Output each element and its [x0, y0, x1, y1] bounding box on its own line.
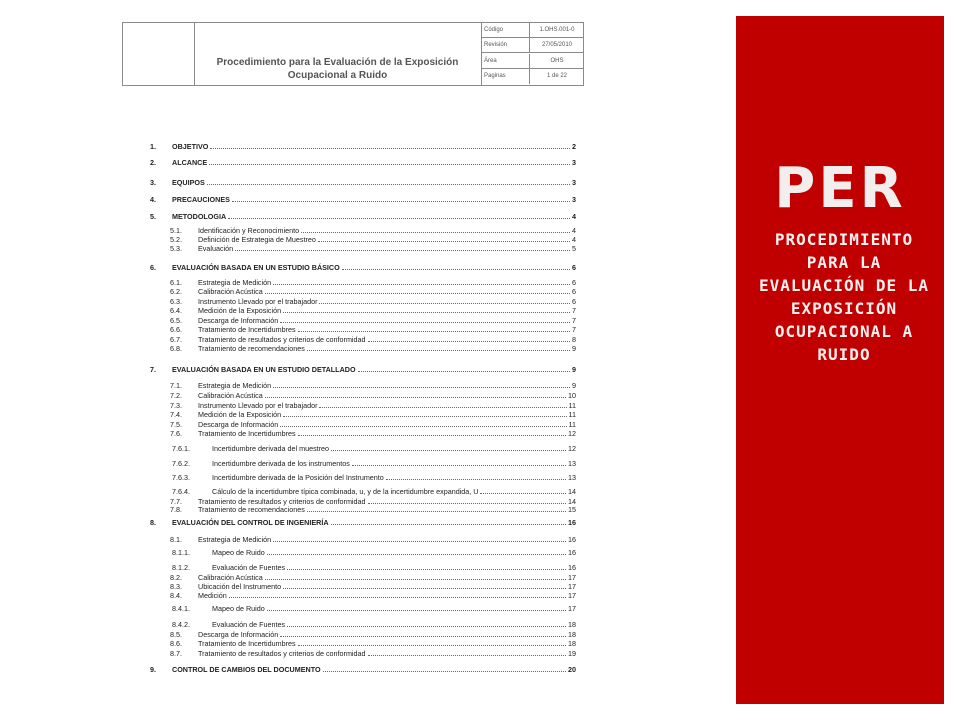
toc-entry-number: 8.4.2.	[172, 620, 190, 629]
toc-leader	[265, 579, 566, 580]
toc-entry-number: 2.	[150, 158, 156, 167]
meta-value: 1 de 22	[529, 69, 584, 84]
toc-entry-number: 8.4.	[170, 591, 182, 600]
toc-entry-title: Medición de la Exposición	[198, 410, 282, 419]
toc-entry	[150, 381, 580, 391]
toc-entry-page: 7	[572, 306, 576, 315]
toc-leader	[229, 597, 566, 598]
toc-entry-title: ALCANCE	[172, 158, 208, 167]
meta-row-pages	[481, 69, 583, 84]
toc-entry	[150, 410, 580, 420]
toc-entry-title: Calibración Acústica	[198, 573, 263, 582]
toc-entry-number: 8.2.	[170, 573, 182, 582]
toc-entry-number: 6.7.	[170, 335, 182, 344]
toc-leader	[331, 524, 566, 525]
toc-entry-page: 18	[568, 639, 576, 648]
toc-entry	[150, 665, 580, 675]
toc-entry-number: 7.6.1.	[172, 444, 190, 453]
toc-entry-page: 18	[568, 630, 576, 639]
toc-entry-page: 6	[572, 263, 576, 272]
toc-entry-title: Evaluación	[198, 244, 234, 253]
toc-entry-page: 4	[572, 226, 576, 235]
toc-entry-title: PRECAUCIONES	[172, 195, 230, 204]
toc-entry-page: 11	[568, 420, 576, 429]
toc-entry-title: Tratamiento de recomendaciones	[198, 344, 305, 353]
toc-entry-title: Definición de Estrategia de Muestreo	[198, 235, 316, 244]
toc-entry-page: 20	[568, 665, 576, 674]
toc-entry-page: 8	[572, 335, 576, 344]
toc-entry-title: Incertidumbre derivada del muestreo	[212, 444, 330, 453]
toc-entry-page: 17	[568, 604, 576, 613]
toc-entry	[150, 195, 580, 205]
toc-entry-page: 16	[568, 518, 576, 527]
toc-entry	[150, 505, 580, 515]
toc-entry-title: Incertidumbre derivada de los instrumentos	[212, 459, 350, 468]
meta-table	[481, 23, 583, 85]
toc-entry-title: Tratamiento de resultados y criterios de conformidad	[198, 497, 366, 506]
panel-acronym: PER	[774, 156, 906, 221]
toc-entry-number: 7.2.	[170, 391, 182, 400]
toc-entry-number: 7.6.4.	[172, 487, 190, 496]
toc-entry-title: Medición de la Exposición	[198, 306, 282, 315]
toc-entry-title: CONTROL DE CAMBIOS DEL DOCUMENTO	[172, 665, 321, 674]
toc-entry-number: 5.2.	[170, 235, 182, 244]
toc-leader	[228, 218, 570, 219]
panel-subtitle: PROCEDIMIENTO PARA LA EVALUACIÓN DE LA EXPOSICIÓN OCUPACIONAL A RUIDO	[758, 230, 930, 364]
toc-leader	[368, 655, 566, 656]
toc-entry-title: Descarga de Información	[198, 630, 279, 639]
toc-entry-page: 5	[572, 244, 576, 253]
meta-key: Área	[484, 58, 497, 64]
toc-entry-page: 2	[572, 142, 576, 151]
toc-leader	[298, 645, 566, 646]
toc-entry-number: 6.4.	[170, 306, 182, 315]
logo-cell	[123, 23, 195, 85]
toc-leader	[480, 493, 566, 494]
toc-entry-page: 19	[568, 649, 576, 658]
toc-entry	[150, 212, 580, 222]
toc-entry-number: 7.8.	[170, 505, 182, 514]
toc-entry-number: 7.7.	[170, 497, 182, 506]
toc-entry-page: 7	[572, 325, 576, 334]
toc-leader	[298, 435, 566, 436]
toc-entry-title: Estrategia de Medición	[198, 381, 272, 390]
toc-entry-title: Tratamiento de resultados y criterios de conformidad	[198, 649, 366, 658]
toc-leader	[386, 479, 566, 480]
toc-leader	[280, 426, 567, 427]
toc-entry-title: METODOLOGIA	[172, 212, 227, 221]
toc-entry-title: Estrategia de Medición	[198, 535, 272, 544]
document-title	[194, 56, 481, 82]
toc-leader	[368, 503, 566, 504]
toc-entry-number: 6.	[150, 263, 156, 272]
toc-entry	[150, 325, 580, 335]
toc-entry-number: 8.5.	[170, 630, 182, 639]
toc-entry-number: 6.3.	[170, 297, 182, 306]
toc-entry-title: Mapeo de Ruido	[212, 548, 265, 557]
toc-entry-number: 8.	[150, 518, 156, 527]
toc-entry-page: 6	[572, 297, 576, 306]
meta-value: 27/05/2010	[529, 38, 584, 53]
toc-entry-number: 8.6.	[170, 639, 182, 648]
toc-entry	[150, 639, 580, 649]
toc-entry	[150, 429, 580, 439]
toc-entry-page: 13	[568, 473, 576, 482]
toc-entry-number: 7.3.	[170, 401, 182, 410]
toc-entry-title: Medición	[198, 591, 227, 600]
toc-entry-title: Tratamiento de Incertidumbres	[198, 325, 296, 334]
toc-entry-number: 8.1.1.	[172, 548, 190, 557]
toc-entry-page: 7	[572, 316, 576, 325]
toc-entry-page: 15	[568, 505, 576, 514]
toc-entry-number: 7.6.	[170, 429, 182, 438]
toc-entry-page: 3	[572, 195, 576, 204]
toc-entry	[150, 178, 580, 188]
toc-entry-title: OBJETIVO	[172, 142, 209, 151]
toc-leader	[273, 284, 570, 285]
toc-entry-page: 11	[568, 410, 576, 419]
toc-entry-page: 4	[572, 212, 576, 221]
toc-leader	[307, 350, 570, 351]
toc-entry-number: 8.7.	[170, 649, 182, 658]
toc-leader	[273, 387, 570, 388]
toc-entry-title: EVALUACIÓN BASADA EN UN ESTUDIO BÁSICO	[172, 263, 340, 272]
toc-entry-title: Evaluación de Fuentes	[212, 620, 286, 629]
toc-entry-page: 14	[568, 487, 576, 496]
toc-entry	[150, 263, 580, 273]
toc-entry-title: Tratamiento de recomendaciones	[198, 505, 305, 514]
toc-entry	[150, 459, 580, 469]
toc-leader	[283, 588, 566, 589]
toc-leader	[265, 397, 566, 398]
toc-entry	[150, 620, 580, 630]
toc-entry-page: 4	[572, 235, 576, 244]
toc-leader	[358, 371, 570, 372]
toc-entry	[150, 548, 580, 558]
title-line-2: Ocupacional a Ruido	[287, 70, 388, 81]
toc-leader	[210, 148, 570, 149]
toc-entry-page: 11	[568, 401, 576, 410]
meta-row-revision	[481, 38, 583, 53]
toc-entry-title: Calibración Acústica	[198, 391, 263, 400]
title-panel	[736, 16, 944, 704]
toc-entry	[150, 391, 580, 401]
title-line-1: Procedimiento para la Evaluación de la Exposición	[216, 57, 459, 68]
toc-entry-number: 7.5.	[170, 420, 182, 429]
toc-leader	[280, 636, 566, 637]
toc-entry-page: 13	[568, 459, 576, 468]
toc-entry-page: 9	[572, 381, 576, 390]
toc-entry-number: 5.1.	[170, 226, 182, 235]
toc-leader	[298, 331, 570, 332]
toc-entry	[150, 287, 580, 297]
toc-entry-number: 6.2.	[170, 287, 182, 296]
toc-entry-number: 6.6.	[170, 325, 182, 334]
toc-entry	[150, 604, 580, 614]
toc-entry-page: 9	[572, 365, 576, 374]
toc-entry-title: Descarga de Información	[198, 420, 279, 429]
toc-entry-number: 6.8.	[170, 344, 182, 353]
toc-entry-number: 7.6.3.	[172, 473, 190, 482]
toc-entry	[150, 649, 580, 659]
toc-leader	[307, 511, 566, 512]
toc-entry-page: 17	[568, 591, 576, 600]
toc-leader	[283, 312, 570, 313]
toc-entry	[150, 444, 580, 454]
toc-entry-title: Tratamiento de Incertidumbres	[198, 639, 296, 648]
toc-entry-page: 12	[568, 444, 576, 453]
toc-entry-title: Calibración Acústica	[198, 287, 263, 296]
toc-leader	[265, 293, 570, 294]
toc-leader	[207, 184, 570, 185]
toc-entry	[150, 518, 580, 528]
meta-key: Código	[484, 27, 504, 33]
title-cell	[194, 23, 482, 85]
toc-entry-title: Tratamiento de resultados y criterios de conformidad	[198, 335, 366, 344]
toc-entry-page: 17	[568, 582, 576, 591]
toc-entry-number: 7.1.	[170, 381, 182, 390]
toc-entry-page: 18	[568, 620, 576, 629]
toc-entry-number: 9.	[150, 665, 156, 674]
meta-value: 1.OHS.001-0	[529, 23, 584, 38]
toc-leader	[352, 465, 566, 466]
toc-leader	[287, 626, 566, 627]
toc-entry-number: 8.1.	[170, 535, 182, 544]
toc-entry	[150, 591, 580, 601]
toc-entry-page: 16	[568, 548, 576, 557]
toc-leader	[267, 554, 566, 555]
toc-leader	[287, 569, 566, 570]
toc-entry-title: Identificación y Reconocimiento	[198, 226, 300, 235]
toc-leader	[283, 416, 567, 417]
toc-leader	[323, 671, 566, 672]
toc-entry	[150, 487, 580, 497]
toc-entry-title: Tratamiento de Incertidumbres	[198, 429, 296, 438]
toc-entry-number: 5.3.	[170, 244, 182, 253]
toc-entry-number: 1.	[150, 142, 156, 151]
toc-entry-number: 7.6.2.	[172, 459, 190, 468]
toc-entry-title: Incertidumbre derivada de la Posición del Instrumento	[212, 473, 384, 482]
toc-entry	[150, 142, 580, 152]
toc-entry-page: 10	[568, 391, 576, 400]
toc-entry-page: 14	[568, 497, 576, 506]
toc-entry-title: Cálculo de la incertidumbre típica combinada, u, y de la incertidumbre expandida, U	[212, 487, 479, 496]
toc-entry-page: 3	[572, 158, 576, 167]
toc-entry-title: Instrumento Llevado por el trabajador	[198, 297, 318, 306]
toc-leader	[319, 407, 567, 408]
toc-entry-number: 8.3.	[170, 582, 182, 591]
toc-entry-title: Mapeo de Ruido	[212, 604, 265, 613]
toc-entry-page: 6	[572, 278, 576, 287]
toc-entry-page: 16	[568, 563, 576, 572]
toc-entry-page: 3	[572, 178, 576, 187]
toc-entry-title: EQUIPOS	[172, 178, 205, 187]
toc-entry-number: 8.4.1.	[172, 604, 190, 613]
toc-entry-title: Descarga de Información	[198, 316, 279, 325]
toc-entry-page: 6	[572, 287, 576, 296]
toc-entry-title: EVALUACIÓN DEL CONTROL DE INGENIERÍA	[172, 518, 329, 527]
toc-entry-title: Evaluación de Fuentes	[212, 563, 286, 572]
toc-leader	[331, 450, 566, 451]
toc-leader	[319, 303, 570, 304]
toc-entry	[150, 535, 580, 545]
toc-entry-number: 6.5.	[170, 316, 182, 325]
toc-leader	[232, 201, 570, 202]
toc-entry	[150, 244, 580, 254]
toc-leader	[235, 250, 570, 251]
toc-leader	[301, 232, 570, 233]
toc-entry	[150, 473, 580, 483]
toc-entry-number: 8.1.2.	[172, 563, 190, 572]
toc-leader	[273, 541, 566, 542]
toc-entry	[150, 158, 580, 168]
toc-entry-title: Instrumento Llevado por el trabajador	[198, 401, 318, 410]
toc-entry	[150, 365, 580, 375]
document-header-table	[122, 22, 584, 86]
toc-entry	[150, 344, 580, 354]
meta-row-area	[481, 54, 583, 69]
meta-key: Paginas	[484, 73, 506, 79]
toc-entry-number: 7.	[150, 365, 156, 374]
toc-entry-number: 3.	[150, 178, 156, 187]
toc-entry-number: 4.	[150, 195, 156, 204]
toc-entry-title: Estrategia de Medición	[198, 278, 272, 287]
toc-entry-number: 5.	[150, 212, 156, 221]
toc-leader	[318, 241, 570, 242]
toc-entry-page: 16	[568, 535, 576, 544]
toc-entry	[150, 306, 580, 316]
toc-entry-title: Ubicación del Instrumento	[198, 582, 282, 591]
toc-leader	[368, 341, 570, 342]
toc-leader	[342, 269, 570, 270]
toc-entry-page: 17	[568, 573, 576, 582]
toc-entry	[150, 563, 580, 573]
meta-row-code	[481, 23, 583, 38]
toc-entry-title: EVALUACIÓN BASADA EN UN ESTUDIO DETALLADO	[172, 365, 356, 374]
meta-key: Revisión	[484, 42, 508, 48]
toc-leader	[209, 164, 570, 165]
toc-entry-number: 6.1.	[170, 278, 182, 287]
toc-leader	[267, 610, 566, 611]
meta-value: OHS	[529, 54, 584, 69]
toc-entry-number: 7.4.	[170, 410, 182, 419]
toc-leader	[280, 322, 570, 323]
toc-entry-page: 9	[572, 344, 576, 353]
toc-entry-page: 12	[568, 429, 576, 438]
